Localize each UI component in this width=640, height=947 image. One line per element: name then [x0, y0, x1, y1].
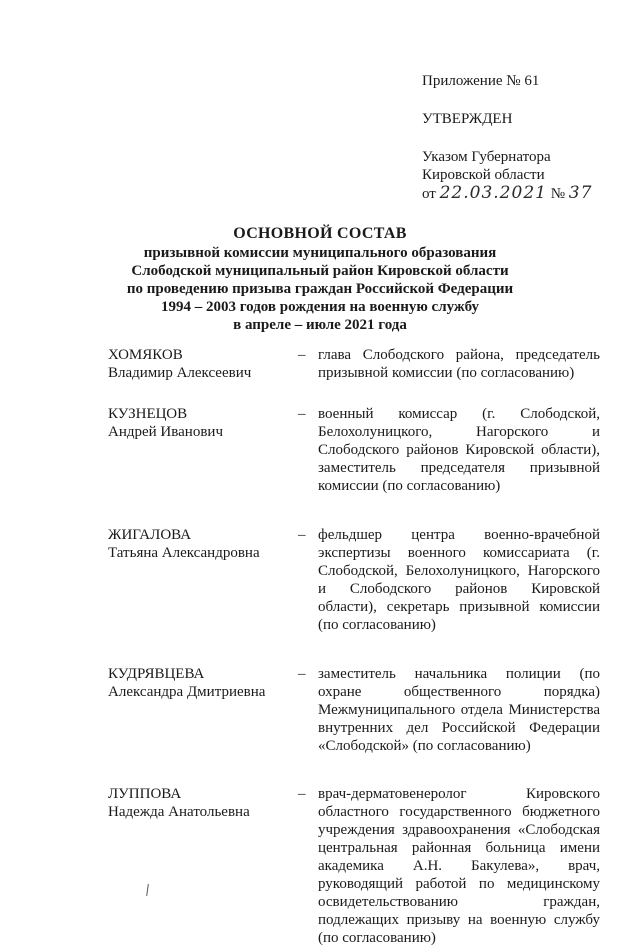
handwritten-date: 22.03.2021 [439, 183, 547, 203]
member-given-name: Александра Дмитриевна [108, 684, 266, 700]
member-role: глава Слободского района, председатель призывной комиссии (по согласованию) [318, 347, 600, 381]
member-surname: ХОМЯКОВ [108, 347, 183, 363]
member-entry [108, 346, 600, 382]
member-given-name: Владимир Алексеевич [108, 365, 252, 381]
heading-line-2: Слободской муниципальный район Кировской области [131, 263, 509, 279]
member-surname: КУДРЯВЦЕВА [108, 666, 205, 682]
date-prefix: от [422, 186, 436, 202]
approved-label: УТВЕРЖДЕН [422, 111, 513, 127]
member-given-name: Татьяна Александровна [108, 545, 260, 561]
member-role: военный комиссар (г. Слободской, Белохолуницкого, Нагорского и Слободского районов Кировской области), заместитель председателя призывной комиссии (по согласованию) [318, 406, 600, 494]
member-entry [108, 665, 600, 755]
appendix-number: Приложение № 61 [422, 73, 540, 89]
document-heading [100, 224, 540, 334]
member-given-name: Андрей Иванович [108, 424, 223, 440]
member-dash: – [298, 347, 306, 363]
member-surname: ЛУППОВА [108, 786, 182, 802]
member-name [108, 785, 298, 821]
heading-line-5: в апреле – июле 2021 года [233, 317, 407, 333]
number-prefix: № [550, 186, 566, 202]
member-entry [108, 526, 600, 634]
member-dash: – [298, 406, 306, 422]
handwritten-number: 37 [568, 183, 593, 203]
member-role: заместитель начальника полиции (по охране общественного порядка) Межмуниципального отдела Министерства внутренних дел Российской Федерации «Слободской» (по согласованию) [318, 666, 600, 754]
member-role: врач-дерматовенеролог Кировского областного государственного бюджетного учреждения здравоохранения «Слободская центральная районная больница имени академика А.Н. Бакулева», врач, руководящий работой по медицинскому освидетельствованию граждан, подлежащих призыву на военную службу (по согласованию) [318, 786, 600, 946]
member-dash: – [298, 666, 306, 682]
member-dash: – [298, 527, 306, 543]
member-role: фельдшер центра военно-врачебной экспертизы военного комиссариата (г. Слободской, Белохолуницкого, Нагорского и Слободского районов Кировской области), секретарь призывной комиссии (по согласованию) [318, 527, 600, 633]
member-name [108, 346, 298, 382]
member-entry [108, 785, 600, 947]
member-name [108, 665, 298, 701]
member-name [108, 405, 298, 441]
approval-block [422, 72, 622, 203]
decree-line-1: Указом Губернатора [422, 149, 551, 165]
heading-line-3: по проведению призыва граждан Российской Федерации [126, 281, 514, 297]
member-surname: КУЗНЕЦОВ [108, 406, 188, 422]
member-entry [108, 405, 600, 495]
decree-date-line [422, 184, 622, 203]
member-name [108, 526, 298, 562]
heading-line-1: призывной комиссии муниципального образования [143, 245, 497, 261]
commission-member-list [108, 346, 600, 947]
heading-line-4: 1994 – 2003 годов рождения на военную службу [160, 299, 480, 315]
member-given-name: Надежда Анатольевна [108, 804, 250, 820]
document-title: ОСНОВНОЙ СОСТАВ [233, 225, 407, 242]
member-surname: ЖИГАЛОВА [108, 527, 192, 543]
member-dash: – [298, 786, 306, 802]
decree-line-2: Кировской области [422, 167, 545, 183]
